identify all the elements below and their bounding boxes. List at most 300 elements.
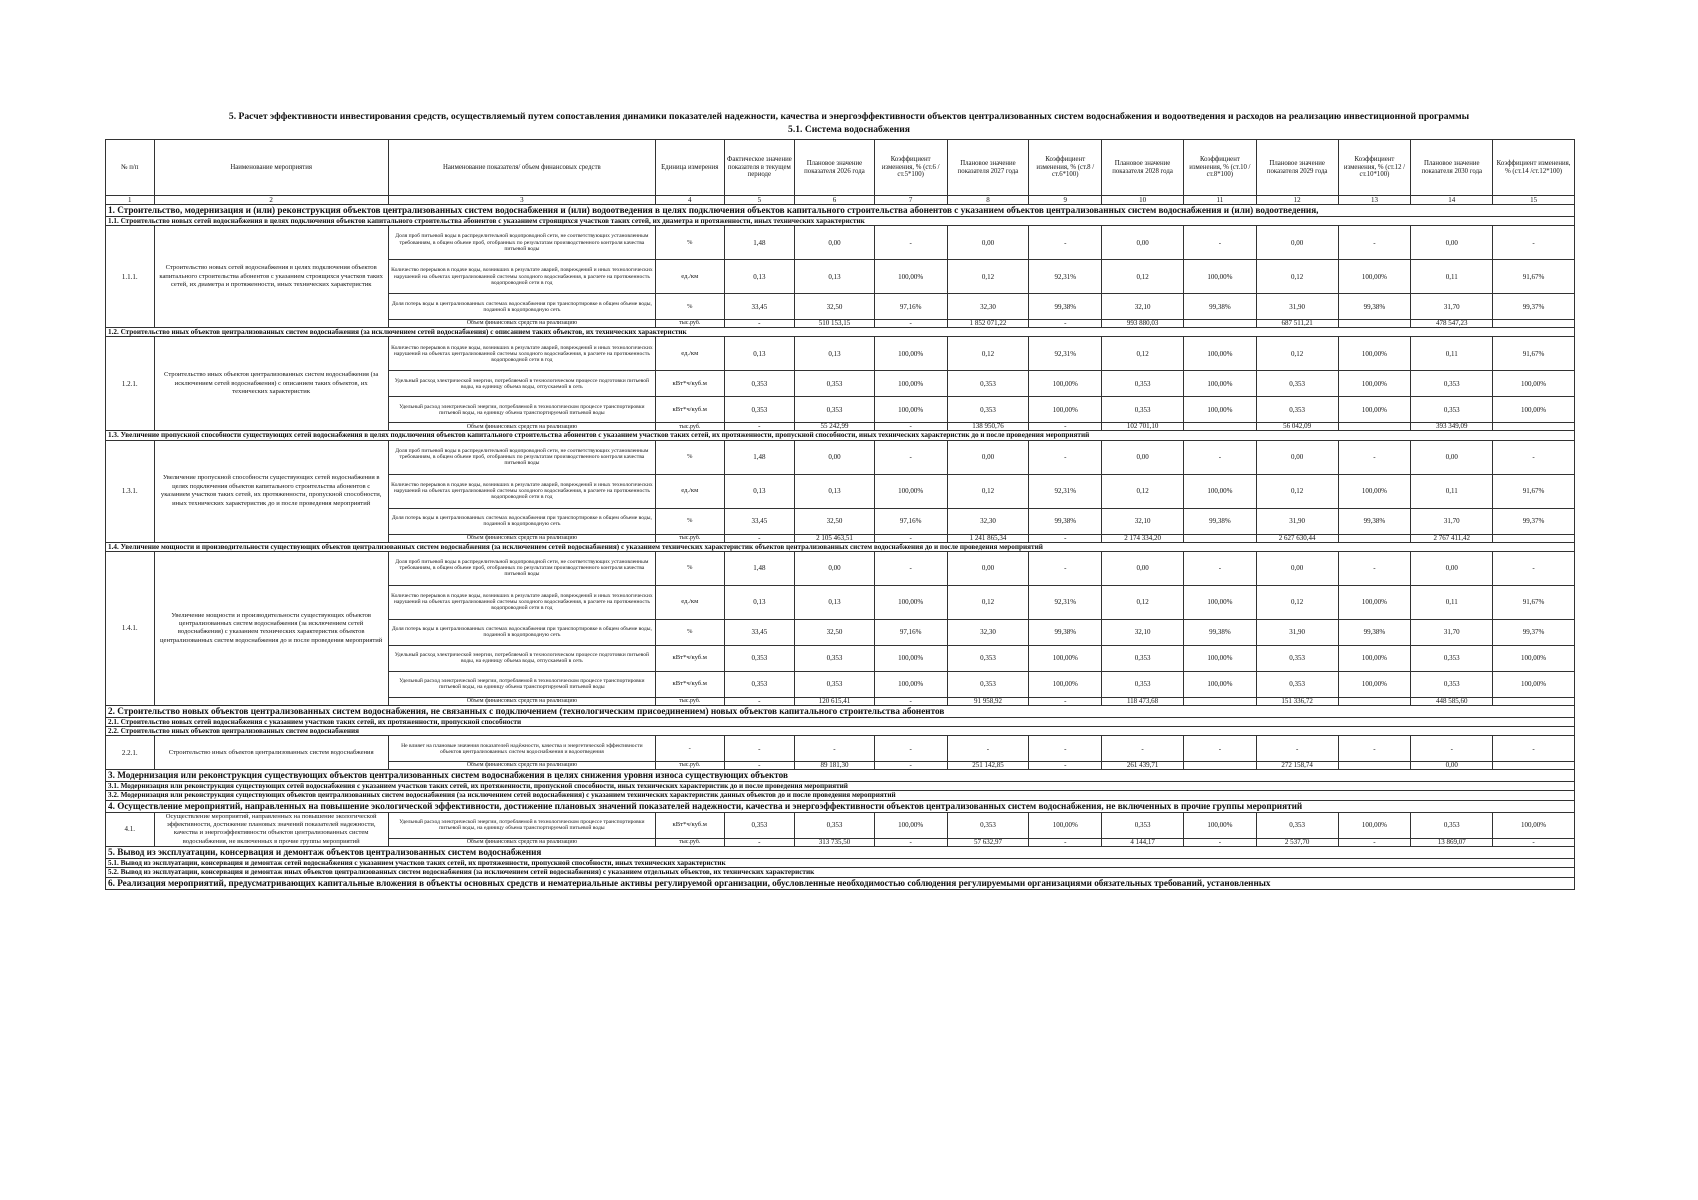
- column-header-9: Коэффициент изменения, % (ст.8 /ст.6*100): [1029, 140, 1102, 196]
- indicator-value: 0,353: [724, 371, 795, 397]
- indicator-value: 0,13: [795, 260, 875, 294]
- indicator-name: Количество перерывов в подаче воды, возникших в результате аварий, повреждений и иных технологических нарушений на объектах централизованной системы холодного водоснабжения, в расчете на протяженность водопроводной сети в год: [388, 337, 655, 371]
- indicator-value: -: [1029, 440, 1102, 474]
- column-number-12: 12: [1256, 196, 1338, 205]
- column-header-7: Коэффициент изменения, % (ст.6 /ст.5*100): [874, 140, 947, 196]
- indicator-value: 0,13: [724, 260, 795, 294]
- indicator-value: 100,00%: [1029, 371, 1102, 397]
- financing-value: -: [874, 839, 947, 847]
- indicator-value: 97,16%: [874, 294, 947, 320]
- financing-value: -: [1029, 320, 1102, 328]
- financing-value: [1183, 534, 1256, 542]
- indicator-value: 0,00: [1102, 440, 1184, 474]
- indicator-value: 0,353: [795, 812, 875, 838]
- financing-value: 2 174 334,20: [1102, 534, 1184, 542]
- financing-value: [1183, 423, 1256, 431]
- indicator-value: 31,90: [1256, 508, 1338, 534]
- financing-value: 2 537,70: [1256, 839, 1338, 847]
- indicator-value: 32,50: [795, 294, 875, 320]
- indicator-value: 31,90: [1256, 294, 1338, 320]
- section-title: 6. Реализация мероприятий, предусматривающих капитальные вложения в объекты основных средств и нематериальные активы регулируемой организации, обусловленные необходимостью соблюдения регулируемыми организациями обязательных требований, установленных: [106, 877, 1575, 889]
- indicator-value: 97,16%: [874, 619, 947, 645]
- subsection-title: 1.2. Строительство иных объектов централизованных систем водоснабжения (за исключением сетей водоснабжения) с описанием таких объектов, их технических характеристик: [106, 328, 1575, 337]
- item-number: 1.1.1.: [106, 226, 155, 328]
- item-name: Строительство иных объектов централизованных систем водоснабжения: [154, 736, 388, 770]
- indicator-value: 0,12: [1256, 260, 1338, 294]
- subsection-title: 2.2. Строительство иных объектов централизованных систем водоснабжения: [106, 727, 1575, 736]
- item-number: 2.2.1.: [106, 736, 155, 770]
- indicator-value: 100,00%: [1493, 371, 1575, 397]
- indicator-value: -: [1029, 736, 1102, 762]
- subsection-heading-row: [106, 717, 1575, 726]
- indicator-value: 0,353: [947, 645, 1029, 671]
- subsection-title: 1.1. Строительство новых сетей водоснабжения в целях подключения объектов капитального строительства абонентов с указанием строящихся участков таких сетей, их диаметра и протяженности, иных технических характеристик: [106, 217, 1575, 226]
- header-row: [106, 140, 1575, 196]
- indicator-unit: кВт*ч/куб.м: [656, 645, 724, 671]
- indicator-value: 99,37%: [1493, 619, 1575, 645]
- financing-value: [1338, 320, 1411, 328]
- section-heading-row: [106, 800, 1575, 812]
- indicator-value: 92,31%: [1029, 337, 1102, 371]
- indicator-value: 1,48: [724, 440, 795, 474]
- column-number-7: 7: [874, 196, 947, 205]
- indicator-value: -: [874, 226, 947, 260]
- financing-value: -: [1183, 839, 1256, 847]
- column-number-13: 13: [1338, 196, 1411, 205]
- indicator-value: 0,13: [724, 585, 795, 619]
- indicator-value: 0,12: [1102, 585, 1184, 619]
- document-heading: 5. Расчет эффективности инвестирования средств, осуществляемый путем сопоставления динамики показателей надежности, качества и энергоэффективности объектов централизованных систем водоснабжения и водоотведения и расходов на реализацию инвестиционной программы: [228, 111, 1470, 122]
- financing-value: -: [724, 423, 795, 431]
- indicator-value: 100,00%: [1183, 474, 1256, 508]
- indicator-name: Количество перерывов в подаче воды, возникших в результате аварий, повреждений и иных технологических нарушений на объектах централизованной системы холодного водоснабжения, в расчете на протяженность водопроводной сети в год: [388, 585, 655, 619]
- item-name: Строительство иных объектов централизованных систем водоснабжения (за исключением сетей водоснабжения) с описанием таких объектов, их технических характеристик: [154, 337, 388, 431]
- indicator-unit: %: [656, 226, 724, 260]
- indicator-value: 0,12: [1256, 474, 1338, 508]
- indicator-value: -: [1338, 736, 1411, 762]
- column-header-4: Единица измерения: [656, 140, 724, 196]
- financing-value: -: [1029, 534, 1102, 542]
- section-heading-row: [106, 705, 1575, 717]
- indicator-value: 100,00%: [1338, 371, 1411, 397]
- indicator-value: 0,353: [795, 397, 875, 423]
- indicator-value: 99,37%: [1493, 294, 1575, 320]
- indicator-value: 100,00%: [1183, 260, 1256, 294]
- item-name: Увеличение мощности и производительности существующих объектов централизованных систем водоснабжения (за исключением сетей водоснабжения) с указанием технических характеристик объектов централизованных систем водоснабжения до и после проведения мероприятий: [154, 551, 388, 705]
- financing-value: 251 142,85: [947, 762, 1029, 770]
- indicator-value: 0,353: [947, 812, 1029, 838]
- indicator-value: 0,12: [1256, 337, 1338, 371]
- indicator-value: 99,38%: [1183, 294, 1256, 320]
- financing-value: 151 336,72: [1256, 697, 1338, 705]
- financing-value: [1338, 697, 1411, 705]
- indicator-value: 32,50: [795, 619, 875, 645]
- financing-unit: тыс.руб.: [656, 320, 724, 328]
- indicator-value: 0,00: [947, 440, 1029, 474]
- indicator-value: 0,00: [1411, 226, 1493, 260]
- indicator-value: -: [1256, 736, 1338, 762]
- indicator-value: -: [947, 736, 1029, 762]
- indicator-value: 100,00%: [1183, 337, 1256, 371]
- indicator-value: 0,12: [947, 260, 1029, 294]
- subsection-heading-row: [106, 328, 1575, 337]
- indicator-unit: кВт*ч/куб.м: [656, 371, 724, 397]
- column-number-6: 6: [795, 196, 875, 205]
- indicator-name: Доля потерь воды в централизованных системах водоснабжения при транспортировке в общем объеме воды, поданной в водопроводную сеть: [388, 508, 655, 534]
- financing-value: -: [874, 534, 947, 542]
- indicator-value: 0,353: [795, 371, 875, 397]
- column-number-10: 10: [1102, 196, 1184, 205]
- indicator-value: 0,11: [1411, 585, 1493, 619]
- indicator-value: 0,353: [795, 645, 875, 671]
- subsection-heading-row: [106, 791, 1575, 800]
- item-name: Осуществление мероприятий, направленных на повышение экологической эффективности, достижение плановых значений показателей надежности, качества и энергоэффективности объектов централизованных систем водоснабжения, не включенных в прочие группы мероприятий: [154, 812, 388, 847]
- indicator-value: 0,13: [724, 337, 795, 371]
- indicator-value: 0,353: [724, 645, 795, 671]
- indicator-value: 31,90: [1256, 619, 1338, 645]
- indicator-unit: %: [656, 551, 724, 585]
- financing-value: 510 153,15: [795, 320, 875, 328]
- indicator-value: 0,353: [1256, 812, 1338, 838]
- indicator-value: 0,353: [1256, 671, 1338, 697]
- financing-value: -: [724, 320, 795, 328]
- indicator-unit: кВт*ч/куб.м: [656, 397, 724, 423]
- column-number-14: 14: [1411, 196, 1493, 205]
- indicator-value: -: [1029, 551, 1102, 585]
- document-subheading: 5.1. Система водоснабжения: [788, 124, 910, 135]
- indicator-value: 0,353: [1102, 645, 1184, 671]
- indicator-value: 0,00: [795, 551, 875, 585]
- indicator-value: 91,67%: [1493, 337, 1575, 371]
- indicator-value: -: [1183, 736, 1256, 762]
- investment-efficiency-table: [105, 139, 1575, 890]
- indicator-value: 91,67%: [1493, 474, 1575, 508]
- section-title: 1. Строительство, модернизация и (или) реконструкция объектов централизованных систем водоснабжения и (или) водоотведения в целях подключения объектов капитального строительства абонентов с указанием объектов централизованных систем водоснабжения и (или) водоотведения,: [106, 205, 1575, 217]
- financing-label: Объем финансовых средств на реализацию: [388, 762, 655, 770]
- financing-value: [1493, 697, 1575, 705]
- indicator-name: Не влияет на плановые значения показателей надёжности, качества и энергетической эффективности объектов централизованных систем водоснабжения и водоотведения: [388, 736, 655, 762]
- indicator-value: -: [874, 440, 947, 474]
- financing-value: 2 627 630,44: [1256, 534, 1338, 542]
- indicator-name: Доля потерь воды в централизованных системах водоснабжения при транспортировке в общем объеме воды, поданной в водопроводную сеть: [388, 619, 655, 645]
- indicator-value: 31,70: [1411, 619, 1493, 645]
- subsection-title: 1.4. Увеличение мощности и производительности существующих объектов централизованных систем водоснабжения (за исключением сетей водоснабжения) с указанием технических характеристик объектов централизованных систем водоснабжения до и после проведения мероприятий: [106, 542, 1575, 551]
- column-number-8: 8: [947, 196, 1029, 205]
- indicator-value: 100,00%: [874, 585, 947, 619]
- financing-value: 1 241 865,34: [947, 534, 1029, 542]
- indicator-value: -: [1102, 736, 1184, 762]
- indicator-value: 0,353: [1102, 671, 1184, 697]
- subsection-title: 5.2. Вывод из эксплуатации, консервация и демонтаж иных объектов централизованных систем водоснабжения (за исключением сетей водоснабжения) с указанием отдельных объектов, их технических характеристик: [106, 868, 1575, 877]
- section-title: 3. Модернизация или реконструкция существующих объектов централизованных систем водоснабжения в целях снижения уровня износа существующих объектов: [106, 770, 1575, 782]
- indicator-value: 0,353: [1256, 371, 1338, 397]
- financing-value: 2 767 411,42: [1411, 534, 1493, 542]
- indicator-value: 100,00%: [1493, 812, 1575, 838]
- indicator-value: 0,353: [724, 812, 795, 838]
- financing-value: 448 585,60: [1411, 697, 1493, 705]
- indicator-value: 100,00%: [1493, 397, 1575, 423]
- indicator-value: -: [1493, 736, 1575, 762]
- indicator-value: 0,353: [1411, 371, 1493, 397]
- indicator-value: 0,00: [947, 551, 1029, 585]
- indicator-value: 0,353: [1102, 812, 1184, 838]
- indicator-value: 0,353: [1411, 671, 1493, 697]
- financing-value: 89 181,30: [795, 762, 875, 770]
- indicator-value: 0,00: [795, 226, 875, 260]
- item-number: 1.2.1.: [106, 337, 155, 431]
- indicator-value: 100,00%: [1029, 397, 1102, 423]
- financing-unit: тыс.руб.: [656, 534, 724, 542]
- indicator-value: 33,45: [724, 508, 795, 534]
- indicator-value: 100,00%: [1338, 474, 1411, 508]
- indicator-name: Удельный расход электрической энергии, потребляемой в технологическом процессе транспортировки питьевой воды, на единицу объема транспортируемой питьевой воды: [388, 671, 655, 697]
- subsection-heading-row: [106, 868, 1575, 877]
- column-header-11: Коэффициент изменения, % (ст.10 /ст.8*100): [1183, 140, 1256, 196]
- indicator-value: -: [1411, 736, 1493, 762]
- indicator-value: 0,353: [1411, 397, 1493, 423]
- financing-unit: тыс.руб.: [656, 423, 724, 431]
- indicator-value: 92,31%: [1029, 474, 1102, 508]
- indicator-value: 100,00%: [874, 397, 947, 423]
- indicator-value: 100,00%: [1183, 585, 1256, 619]
- table-row: [106, 736, 1575, 762]
- indicator-value: 99,38%: [1338, 619, 1411, 645]
- table-row: [106, 551, 1575, 585]
- indicator-unit: -: [656, 736, 724, 762]
- indicator-value: 0,353: [947, 371, 1029, 397]
- subsection-title: 1.3. Увеличение пропускной способности существующих сетей водоснабжения в целях подключения объектов капитального строительства абонентов с указанием участков таких сетей, их протяженности, пропускной способности, иных технических характеристик до и после проведения мероприятий: [106, 431, 1575, 440]
- financing-value: -: [724, 534, 795, 542]
- indicator-value: 100,00%: [1338, 671, 1411, 697]
- column-number-5: 5: [724, 196, 795, 205]
- financing-value: 56 042,09: [1256, 423, 1338, 431]
- financing-value: -: [874, 762, 947, 770]
- indicator-value: 0,353: [1102, 397, 1184, 423]
- indicator-value: 0,12: [1102, 337, 1184, 371]
- financing-value: 478 547,23: [1411, 320, 1493, 328]
- indicator-value: 0,00: [795, 440, 875, 474]
- financing-value: 1 852 071,22: [947, 320, 1029, 328]
- financing-value: [1338, 762, 1411, 770]
- table-row: [106, 337, 1575, 371]
- column-number-row: [106, 196, 1575, 205]
- table-container: [105, 139, 1575, 890]
- indicator-unit: %: [656, 440, 724, 474]
- indicator-value: 0,13: [795, 474, 875, 508]
- financing-unit: тыс.руб.: [656, 839, 724, 847]
- financing-value: -: [1029, 762, 1102, 770]
- indicator-value: 100,00%: [874, 812, 947, 838]
- subsection-title: 2.1. Строительство новых сетей водоснабжения с указанием участков таких сетей, их протяженности, пропускной способности: [106, 717, 1575, 726]
- indicator-value: 100,00%: [874, 337, 947, 371]
- section-title: 4. Осуществление мероприятий, направленных на повышение экологической эффективности, достижение плановых значений показателей надежности, качества и энергоэффективности объектов централизованных систем водоснабжения, не включенных в прочие группы мероприятий: [106, 800, 1575, 812]
- indicator-value: 0,00: [1102, 226, 1184, 260]
- indicator-name: Доля проб питьевой воды в распределительной водопроводной сети, не соответствующих установленным требованиям, в общем объеме проб, отобранных по результатам производственного контроля качества питьевой воды: [388, 226, 655, 260]
- column-header-13: Коэффициент изменения, % (ст.12 /ст.10*100): [1338, 140, 1411, 196]
- indicator-value: 100,00%: [1183, 645, 1256, 671]
- table-row: [106, 812, 1575, 838]
- indicator-value: 100,00%: [1338, 260, 1411, 294]
- item-number: 1.3.1.: [106, 440, 155, 542]
- indicator-value: 32,10: [1102, 294, 1184, 320]
- column-number-15: 15: [1493, 196, 1575, 205]
- indicator-value: 0,11: [1411, 474, 1493, 508]
- indicator-name: Доля потерь воды в централизованных системах водоснабжения при транспортировке в общем объеме воды, поданной в водопроводную сеть: [388, 294, 655, 320]
- column-number-4: 4: [656, 196, 724, 205]
- indicator-value: 31,70: [1411, 294, 1493, 320]
- indicator-value: 0,353: [1102, 371, 1184, 397]
- indicator-value: -: [874, 736, 947, 762]
- indicator-value: 92,31%: [1029, 260, 1102, 294]
- column-header-6: Плановое значение показателя 2026 года: [795, 140, 875, 196]
- column-number-1: 1: [106, 196, 155, 205]
- section-title: 2. Строительство новых объектов централизованных систем водоснабжения, не связанных с подключением (технологическим присоединением) новых объектов капитального строительства абонентов: [106, 705, 1575, 717]
- indicator-name: Доля проб питьевой воды в распределительной водопроводной сети, не соответствующих установленным требованиям, в общем объеме проб, отобранных по результатам производственного контроля качества питьевой воды: [388, 440, 655, 474]
- indicator-name: Удельный расход электрической энергии, потребляемой в технологическом процессе подготовки питьевой воды, на единицу объема воды, отпускаемой в сеть: [388, 645, 655, 671]
- section-heading-row: [106, 770, 1575, 782]
- indicator-value: 92,31%: [1029, 585, 1102, 619]
- indicator-value: 0,12: [1102, 260, 1184, 294]
- indicator-name: Количество перерывов в подаче воды, возникших в результате аварий, повреждений и иных технологических нарушений на объектах централизованной системы холодного водоснабжения, в расчете на протяженность водопроводной сети в год: [388, 474, 655, 508]
- financing-value: -: [1338, 839, 1411, 847]
- item-name: Строительство новых сетей водоснабжения в целях подключения объектов капитального строительства абонентов с указанием строящихся участков таких сетей, их диаметра и протяженности, иных технических характеристик: [154, 226, 388, 328]
- indicator-value: 100,00%: [874, 671, 947, 697]
- indicator-name: Удельный расход электрической энергии, потребляемой в технологическом процессе подготовки питьевой воды, на единицу объема воды, отпускаемой в сеть: [388, 371, 655, 397]
- section-heading-row: [106, 205, 1575, 217]
- financing-value: [1493, 534, 1575, 542]
- column-header-12: Плановое значение показателя 2029 года: [1256, 140, 1338, 196]
- indicator-value: 100,00%: [1183, 397, 1256, 423]
- indicator-value: 100,00%: [1338, 585, 1411, 619]
- financing-value: [1338, 423, 1411, 431]
- subsection-heading-row: [106, 217, 1575, 226]
- indicator-value: 91,67%: [1493, 585, 1575, 619]
- financing-value: -: [724, 839, 795, 847]
- indicator-value: 0,11: [1411, 260, 1493, 294]
- financing-value: [1338, 534, 1411, 542]
- financing-value: 138 950,76: [947, 423, 1029, 431]
- indicator-value: 0,353: [724, 671, 795, 697]
- indicator-value: 0,12: [1256, 585, 1338, 619]
- financing-value: [1183, 320, 1256, 328]
- indicator-name: Количество перерывов в подаче воды, возникших в результате аварий, повреждений и иных технологических нарушений на объектах централизованной системы холодного водоснабжения, в расчете на протяженность водопроводной сети в год: [388, 260, 655, 294]
- indicator-name: Удельный расход электрической энергии, потребляемой в технологическом процессе транспортировки питьевой воды, на единицу объема транспортируемой питьевой воды: [388, 812, 655, 838]
- financing-value: 393 349,09: [1411, 423, 1493, 431]
- indicator-value: 0,12: [1102, 474, 1184, 508]
- indicator-value: 1,48: [724, 551, 795, 585]
- indicator-value: 100,00%: [1029, 645, 1102, 671]
- indicator-value: 0,353: [1256, 397, 1338, 423]
- indicator-value: 99,38%: [1183, 619, 1256, 645]
- indicator-value: -: [724, 736, 795, 762]
- column-number-9: 9: [1029, 196, 1102, 205]
- indicator-value: 100,00%: [874, 260, 947, 294]
- item-name: Увеличение пропускной способности существующих сетей водоснабжения в целях подключения объектов капитального строительства абонентов с указанием участков таких сетей, их протяженности, пропускной способности, иных технических характеристик до и после проведения мероприятий: [154, 440, 388, 542]
- financing-value: 993 880,03: [1102, 320, 1184, 328]
- financing-value: -: [874, 697, 947, 705]
- indicator-value: 0,00: [1411, 440, 1493, 474]
- indicator-value: -: [1493, 226, 1575, 260]
- column-number-2: 2: [154, 196, 388, 205]
- indicator-value: 0,00: [1102, 551, 1184, 585]
- financing-value: [1183, 762, 1256, 770]
- indicator-value: -: [795, 736, 875, 762]
- financing-value: -: [724, 762, 795, 770]
- financing-value: -: [1029, 697, 1102, 705]
- column-header-5: Фактическое значение показателя в текущем периоде: [724, 140, 795, 196]
- financing-value: [1183, 697, 1256, 705]
- table-body: [106, 205, 1575, 890]
- indicator-value: -: [1183, 226, 1256, 260]
- indicator-value: 33,45: [724, 619, 795, 645]
- indicator-unit: %: [656, 508, 724, 534]
- indicator-value: 0,00: [947, 226, 1029, 260]
- indicator-value: 99,38%: [1029, 294, 1102, 320]
- indicator-value: -: [1493, 440, 1575, 474]
- indicator-value: -: [1338, 551, 1411, 585]
- item-number: 4.1.: [106, 812, 155, 847]
- column-header-15: Коэффициент изменения, % (ст.14 /ст.12*100): [1493, 140, 1575, 196]
- subsection-heading-row: [106, 727, 1575, 736]
- subsection-heading-row: [106, 859, 1575, 868]
- indicator-value: 99,38%: [1029, 619, 1102, 645]
- indicator-value: 0,00: [1411, 551, 1493, 585]
- indicator-unit: кВт*ч/куб.м: [656, 671, 724, 697]
- indicator-value: 100,00%: [1183, 371, 1256, 397]
- indicator-value: 0,00: [1256, 226, 1338, 260]
- financing-value: [1493, 320, 1575, 328]
- indicator-value: 0,353: [947, 671, 1029, 697]
- indicator-unit: ед./км: [656, 260, 724, 294]
- financing-value: -: [1029, 839, 1102, 847]
- financing-value: 2 105 463,51: [795, 534, 875, 542]
- subsection-heading-row: [106, 431, 1575, 440]
- indicator-value: 0,00: [1256, 551, 1338, 585]
- financing-value: -: [1029, 423, 1102, 431]
- indicator-value: 32,30: [947, 294, 1029, 320]
- indicator-value: 100,00%: [1493, 645, 1575, 671]
- column-header-14: Плановое значение показателя 2030 года: [1411, 140, 1493, 196]
- indicator-value: 100,00%: [1338, 397, 1411, 423]
- financing-value: 91 958,92: [947, 697, 1029, 705]
- indicator-value: 100,00%: [1183, 671, 1256, 697]
- financing-value: 313 735,50: [795, 839, 875, 847]
- financing-value: [1493, 423, 1575, 431]
- financing-value: 120 615,41: [795, 697, 875, 705]
- indicator-unit: кВт*ч/куб.м: [656, 812, 724, 838]
- indicator-value: 0,13: [724, 474, 795, 508]
- indicator-value: -: [874, 551, 947, 585]
- financing-label: Объем финансовых средств на реализацию: [388, 697, 655, 705]
- financing-value: 13 869,07: [1411, 839, 1493, 847]
- indicator-value: 100,00%: [1029, 812, 1102, 838]
- indicator-value: 99,37%: [1493, 508, 1575, 534]
- indicator-value: 0,353: [724, 397, 795, 423]
- indicator-value: 0,12: [947, 474, 1029, 508]
- subsection-title: 3.1. Модернизация или реконструкция существующих сетей водоснабжения с указанием участков таких сетей, их протяженности, пропускной способности, иных технических характеристик до и после проведения мероприятий: [106, 782, 1575, 791]
- column-header-8: Плановое значение показателя 2027 года: [947, 140, 1029, 196]
- indicator-value: 33,45: [724, 294, 795, 320]
- indicator-name: Доля проб питьевой воды в распределительной водопроводной сети, не соответствующих установленным требованиям, в общем объеме проб, отобранных по результатам производственного контроля качества питьевой воды: [388, 551, 655, 585]
- subsection-title: 3.2. Модернизация или реконструкция существующих объектов централизованных систем водоснабжения (за исключением сетей водоснабжения) с указанием технических характеристик данных объектов до и после проведения мероприятий: [106, 791, 1575, 800]
- indicator-value: 99,38%: [1183, 508, 1256, 534]
- financing-value: 118 473,68: [1102, 697, 1184, 705]
- indicator-value: 97,16%: [874, 508, 947, 534]
- financing-value: -: [724, 697, 795, 705]
- financing-unit: тыс.руб.: [656, 762, 724, 770]
- indicator-value: 99,38%: [1338, 294, 1411, 320]
- indicator-value: 32,10: [1102, 619, 1184, 645]
